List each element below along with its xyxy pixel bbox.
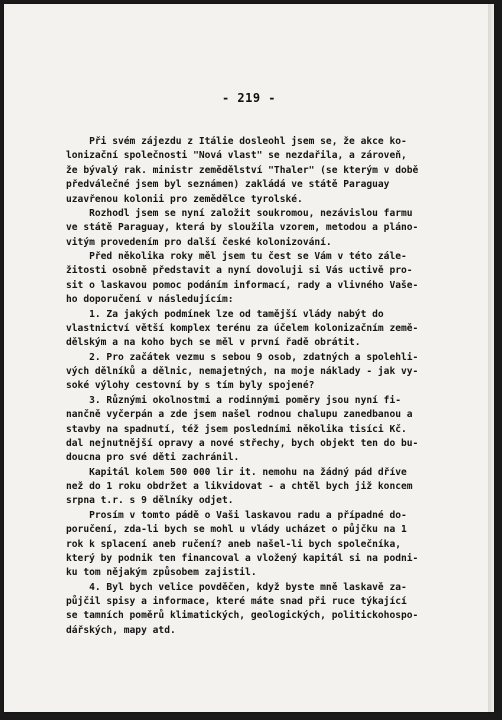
text-line: Prosím v tomto pádě o Vaši laskavou radu a případné do- — [66, 509, 407, 521]
text-line: stavby na spadnutí, též jsem posledními několika tisíci Kč. — [66, 423, 407, 435]
text-line: soké výlohy cestovní by s tím byly spojené? — [66, 380, 315, 392]
text-line: 4. Byl bych velice povděčen, když byste mně laskavě za- — [66, 581, 407, 593]
text-line: se tamních poměrů klimatických, geologických, politickohospo- — [66, 610, 419, 622]
page-edge-shadow — [488, 4, 494, 712]
text-line: Rozhodl jsem se nyní založit soukromou, nezávislou farmu — [66, 207, 413, 219]
text-line: ho doporučení v následujícím: — [66, 294, 234, 306]
text-line: že bývalý rak. ministr zemědělství "Thaler" (se kterým v době — [66, 164, 419, 176]
text-line: dělským a na koho bych se měl v první řadě obrátit. — [66, 337, 361, 349]
text-line: rok k splacení aneb ručení? aneb našel-li bych společníka, — [66, 538, 402, 550]
text-line: ve státě Paraguay, která by sloužila vzorem, metodou a pláno- — [66, 222, 419, 234]
text-line: 2. Pro začátek vezmu s sebou 9 osob, zdatných a spolehli- — [66, 351, 419, 363]
text-line: půjčil spisy a informace, které máte snad při ruce týkající — [66, 596, 407, 607]
text-line: dal nejnutnější opravy a nové střechy, bych objekt ten do bu- — [66, 437, 419, 449]
text-line: sit o laskavou pomoc podáním informací, rady a vlivného Vaše- — [66, 279, 419, 291]
text-line: než do 1 roku obdržet a likvidovat - a chtěl bych již koncem — [66, 481, 413, 492]
body-text — [66, 135, 426, 638]
text-line: Před několika roky měl jsem tu čest se Vám v této zále- — [66, 251, 407, 262]
text-line: Kapitál kolem 500 000 lir it. nemohu na žádný pád dříve — [66, 466, 407, 478]
text-line: Při svém zájezdu z Itálie dosleohl jsem se, že akce ko- — [66, 136, 407, 147]
text-line: ku tom nějakým způsobem zajistil. — [66, 567, 257, 579]
text-line: 1. Za jakých podmínek lze od tamější vlády nabýt do — [66, 308, 384, 320]
document-page — [4, 4, 494, 712]
text-line: který by podnik ten financoval a vložený kapitál si na podni- — [66, 552, 419, 564]
text-line: vitým provedením pro další české kolonizování. — [66, 236, 332, 248]
text-line: uzavřenou kolonii pro zemědělce tyrolské. — [66, 193, 303, 205]
text-line: poručení, zda-li bych se mohl u vlády ucházet o půjčku na 1 — [66, 524, 407, 536]
text-line: předválečné jsem byl seznámen) zakládá ve státě Paraguay — [66, 179, 390, 191]
text-line: lonizační společnosti "Nová vlast" se nezdařila, a zároveň, — [66, 150, 407, 162]
page-number: - 219 - — [221, 91, 277, 105]
text-line: doucna pro své děti zachránil. — [66, 452, 240, 464]
text-line: srpna t.r. s 9 dělníky odjet. — [66, 495, 234, 507]
text-line: 3. Různými okolnostmi a rodinnými poměry jsou nyní fi- — [66, 394, 402, 406]
text-line: dářských, mapy atd. — [66, 624, 176, 636]
text-line: vlastnictví větší komplex terénu za účelem kolonizačním země- — [66, 322, 419, 334]
text-line: nančně vyčerpán a zde jsem našel rodnou chalupu zanedbanou a — [66, 409, 413, 421]
text-line: vých dělníků a dělnic, nemajetných, na moje náklady - jak vy- — [66, 366, 419, 377]
text-line: žitosti osobně představit a nyní dovoluji si Vás uctivě pro- — [66, 265, 413, 277]
